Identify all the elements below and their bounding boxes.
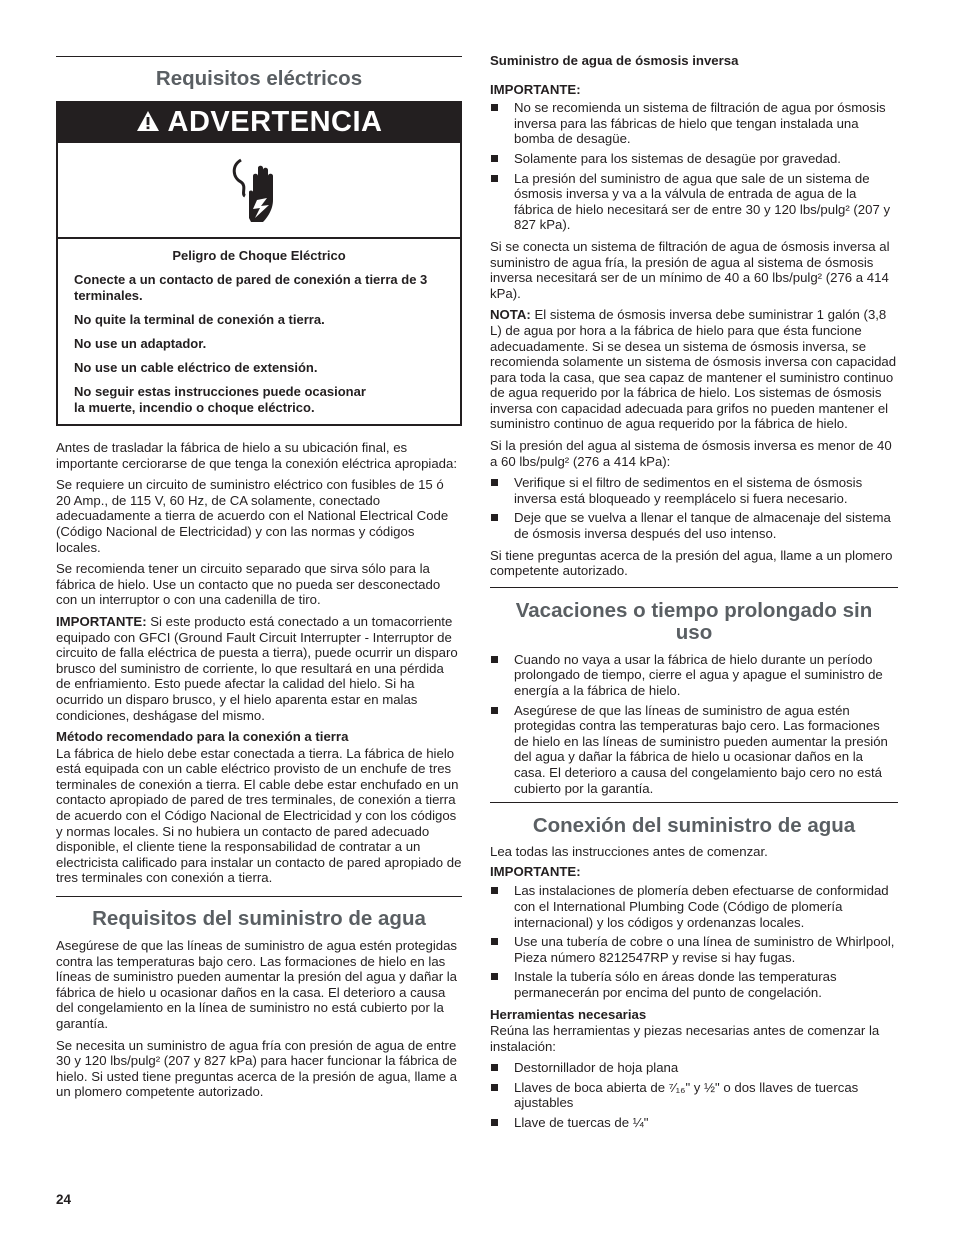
note-label: NOTA: xyxy=(490,307,531,323)
warning-consequence-line-2: la muerte, incendio o choque eléctrico. xyxy=(74,400,315,415)
list-item-text: Llaves de boca abierta de ⁷⁄₁₆" y ½" o dos llaves de tuercas ajustables xyxy=(514,1079,859,1111)
warning-line: No use un adaptador. xyxy=(74,336,207,351)
warning-consequence xyxy=(74,384,444,416)
bullet-square-icon xyxy=(491,1084,498,1091)
heading-vacation: Vacaciones o tiempo prolongado sin uso xyxy=(515,598,873,644)
warning-icon-area xyxy=(58,143,460,239)
warning-line: Conecte a un contacto de pared de conexión a tierra de 3 terminales. xyxy=(74,272,428,303)
list-item-text: Destornillador de hoja plana xyxy=(514,1060,679,1076)
list-item xyxy=(490,652,898,699)
heading-water-connection: Conexión del suministro de agua xyxy=(532,814,856,838)
important-label: IMPORTANTE: xyxy=(490,81,581,97)
vacation-list xyxy=(490,652,898,796)
bullet-square-icon xyxy=(491,104,498,111)
bullet-square-icon xyxy=(491,707,498,714)
paragraph: Reúna las herramientas y piezas necesarias antes de comenzar la instalación: xyxy=(490,1023,880,1054)
warning-consequence-line-1: No seguir estas instrucciones puede ocasionar xyxy=(74,384,366,399)
bullet-square-icon xyxy=(491,175,498,182)
list-item xyxy=(490,969,898,1000)
electric-shock-hand-icon xyxy=(227,156,291,224)
list-item xyxy=(490,100,898,147)
list-item-text: Deje que se vuelva a llenar el tanque de almacenaje del sistema de ósmosis inversa después del uso intenso. xyxy=(514,510,891,542)
section-divider xyxy=(490,802,898,803)
warning-header xyxy=(58,103,460,143)
paragraph-important xyxy=(56,614,462,723)
ro-list-2 xyxy=(490,475,898,541)
list-item xyxy=(490,475,898,506)
warning-line: No quite la terminal de conexión a tierra. xyxy=(74,312,325,327)
section-divider xyxy=(490,587,898,588)
warning-line: No use un cable eléctrico de extensión. xyxy=(74,360,318,375)
list-item xyxy=(490,171,898,233)
bullet-square-icon xyxy=(491,973,498,980)
subheading-grounding: Método recomendado para la conexión a tierra xyxy=(56,729,349,745)
list-item-text: Llave de tuercas de ¼" xyxy=(514,1115,649,1131)
paragraph: Asegúrese de que las líneas de suministro de agua estén protegidas contra las temperaturas bajo cero. Las formaciones de hielo en las líneas de suministro pueden aumentar la presión del agua y dañar la fábrica de hielo u ocasionar daños en la casa. El deterioro a causa del congelamiento en la línea de suministro no está cubierto por la garantía. xyxy=(56,938,458,1031)
paragraph: Se requiere un circuito de suministro eléctrico con fusibles de 15 ó 20 Amp., de 115 V, 60 Hz, de CA solamente, conectado adecuadamente a tierra de acuerdo con el National Electrical Code (Código Nacional de Electricidad) y con las normas y códigos locales. xyxy=(56,477,449,555)
electrical-text xyxy=(56,440,462,886)
tools-list xyxy=(490,1060,898,1130)
bullet-square-icon xyxy=(491,656,498,663)
connection-list xyxy=(490,883,898,1000)
paragraph: La fábrica de hielo debe estar conectada a tierra. La fábrica de hielo está equipada con un cable eléctrico provisto de un enchufe de tres terminales de conexión a tierra. El cable debe estar enchufado en un contacto apropiado de pared de tres terminales, de conexión a tierra de acuerdo con el Código Nacional de Electricidad y con los códigos y normas locales. Si no hubiera un contacto de pared adecuado disponible, el cliente tiene la responsabilidad de contratar a un electricista calificado para instalar un contacto de pared apropiado de tres terminales con conexión a tierra. xyxy=(56,745,462,886)
list-item-text: Use una tubería de cobre o una línea de suministro de Whirlpool, Pieza número 8212547RP y revise si hay fugas. xyxy=(514,934,895,965)
bullet-square-icon xyxy=(491,1064,498,1071)
paragraph: Se recomienda tener un circuito separado que sirva sólo para la fábrica de hielo. Use un contacto que no pueda ser desconectado con un interruptor o con una cadenilla de tiro. xyxy=(56,561,441,608)
subheading-tools: Herramientas necesarias xyxy=(490,1006,647,1022)
list-item-text: No se recomienda un sistema de filtración de agua por ósmosis inversa para las fábricas de hielo que tengan instalada una bomba de desagüe. xyxy=(514,100,886,147)
left-column xyxy=(56,0,462,1106)
page-number: 24 xyxy=(56,1192,72,1207)
list-item xyxy=(490,510,898,541)
list-item-text: Asegúrese de que las líneas de suministro de agua estén protegidas contra las temperaturas bajo cero. Las formaciones de hielo en las líneas de suministro pueden aumentar la presión del agua y dañar la fábrica de hielo u ocasionar daños en la casa. El deterioro a causa del congelamiento bajo cero no está cubierto por la garantía. xyxy=(514,702,888,796)
list-item xyxy=(490,703,898,797)
list-item xyxy=(490,1115,898,1131)
bullet-square-icon xyxy=(491,938,498,945)
warning-box xyxy=(56,101,462,426)
list-item xyxy=(490,883,898,930)
warning-body xyxy=(58,239,460,424)
section-divider xyxy=(56,896,462,897)
bullet-square-icon xyxy=(491,887,498,894)
list-item xyxy=(490,1080,898,1111)
important-label: IMPORTANTE: xyxy=(56,613,147,629)
right-column xyxy=(490,0,898,1137)
bullet-square-icon xyxy=(491,514,498,521)
list-item xyxy=(490,1060,898,1076)
warning-hazard: Peligro de Choque Eléctrico xyxy=(172,248,346,263)
important-text: Si este producto está conectado a un tomacorriente equipado con GFCI (Ground Fault Circuit Interrupter - Interruptor de circuito de falla eléctrica de puesta a tierra), puede ocurrir un disparo brusco del suministro de corriente, lo que resultará en una pérdida de enfriamiento. Esto puede afectar la calidad del hielo. Si ha ocurrido un disparo brusco, y el hielo aparenta estar en malas condiciones, deshágase del mismo. xyxy=(56,613,458,723)
bullet-square-icon xyxy=(491,1119,498,1126)
heading-electrical-requirements: Requisitos eléctricos xyxy=(155,67,363,90)
paragraph: Lea todas las instrucciones antes de comenzar. xyxy=(490,844,768,860)
important-label: IMPORTANTE: xyxy=(490,863,581,879)
paragraph: Si tiene preguntas acerca de la presión del agua, llame a un plomero competente autorizado. xyxy=(490,547,893,579)
paragraph: Si la presión del agua al sistema de ósmosis inversa es menor de 40 a 60 lbs/pulg² (276 a 414 kPa): xyxy=(490,438,892,469)
warning-triangle-icon xyxy=(136,110,160,136)
subheading-reverse-osmosis: Suministro de agua de ósmosis inversa xyxy=(490,53,739,68)
list-item xyxy=(490,151,898,167)
list-item-text: Las instalaciones de plomería deben efectuarse de conformidad con el International Plumbing Code (Código de plomería internacional) y los códigos y ordenanzas locales. xyxy=(514,883,889,930)
paragraph: Antes de trasladar la fábrica de hielo a su ubicación final, es importante cerciorarse de que tenga la conexión eléctrica apropiada: xyxy=(56,440,457,471)
paragraph: Se necesita un suministro de agua fría con presión de agua de entre 30 y 120 lbs/pulg² (207 y 827 kPa) para hacer funcionar la fábrica de hielo. Si usted tiene preguntas acerca de la presión de agua, llame a un plomero competente autorizado. xyxy=(56,1037,458,1100)
list-item-text: Verifique si el filtro de sedimentos en el sistema de ósmosis inversa está bloqueado y reemplácelo si fuera necesario. xyxy=(514,475,863,506)
ro-list xyxy=(490,100,898,233)
list-item-text: La presión del suministro de agua que sale de un sistema de ósmosis inversa y va a la válvula de entrada de agua de la fábrica de hielo necesitará ser de entre 30 y 120 lbs/pulg² (207 y 827 kPa). xyxy=(514,170,891,233)
warning-title: ADVERTENCIA xyxy=(167,106,383,139)
list-item xyxy=(490,934,898,965)
section-divider xyxy=(56,56,462,57)
bullet-square-icon xyxy=(491,155,498,162)
list-item-text: Instale la tubería sólo en áreas donde las temperaturas permanecerán por encima del punto de congelación. xyxy=(514,969,837,1000)
note-text: El sistema de ósmosis inversa debe suministrar 1 galón (3,8 L) de agua por hora a la fábrica de hielo para que ésta funcione adecuadamente. Si se desea un sistema de ósmosis inversa, se recomienda solamente un sistema de ósmosis inversa con capacidad para toda la casa, que sea capaz de mantener el suministro continuo de agua requerido por la fábrica de hielo. Los sistemas de ósmosis inversa con capacidad adecuada para grifos no pueden mantener el suministro continuo de agua requerido por la fábrica de hielo. xyxy=(490,307,897,432)
list-item-text: Solamente para los sistemas de desagüe por gravedad. xyxy=(514,150,841,166)
paragraph-note xyxy=(490,307,898,432)
list-item-text: Cuando no vaya a usar la fábrica de hielo durante un período prolongado de tiempo, cierre el agua y apague el suministro de energía a la fábrica de hielo. xyxy=(514,651,883,698)
heading-water-requirements: Requisitos del suministro de agua xyxy=(92,907,426,931)
bullet-square-icon xyxy=(491,479,498,486)
paragraph: Si se conecta un sistema de filtración de agua de ósmosis inversa al suministro de agua fría, la presión de agua al sistema de ósmosis inversa necesitará ser de un mínimo de 40 a 60 lbs/pulg² (276 a 414 kPa). xyxy=(490,238,890,301)
